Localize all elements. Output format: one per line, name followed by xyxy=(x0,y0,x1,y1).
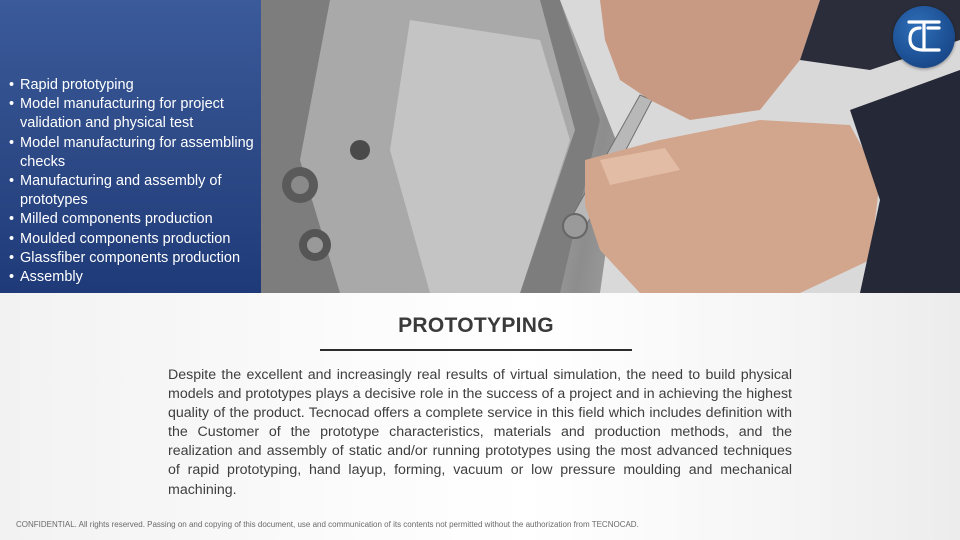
list-item: • Model manufacturing for project validation and physical test xyxy=(9,95,261,133)
title-divider xyxy=(320,349,632,351)
tecnocad-logo-icon xyxy=(893,6,955,68)
list-item: • Rapid prototyping xyxy=(9,76,261,95)
list-item: • Glassfiber components production xyxy=(9,249,261,268)
list-item: • Manufacturing and assembly of prototypes xyxy=(9,172,261,210)
services-list xyxy=(9,76,261,287)
list-item: • Moulded components production xyxy=(9,230,261,249)
page-title: PROTOTYPING xyxy=(398,314,554,337)
list-item: • Assembly xyxy=(9,268,261,287)
list-item: • Milled components production xyxy=(9,210,261,229)
description-paragraph: Despite the excellent and increasingly real results of virtual simulation, the need to build physical models and prototypes plays a decisive role in the success of a project and in achieving the highest quality of the product. Tecnocad offers a complete service in this field which includes definition with the Customer of the prototype characteristics, materials and production methods, and the realization and assembly of static and/or running prototypes using the most advanced techniques of rapid prototyping, hand layup, forming, vacuum or low pressure moulding and mechanical machining. xyxy=(168,367,792,498)
services-panel xyxy=(0,0,261,293)
confidential-footer: CONFIDENTIAL. All rights reserved. Passing on and copying of this document, use and communication of its contents not permitted without the authorization from TECNOCAD. xyxy=(16,520,639,529)
list-item: • Model manufacturing for assembling checks xyxy=(9,134,261,172)
